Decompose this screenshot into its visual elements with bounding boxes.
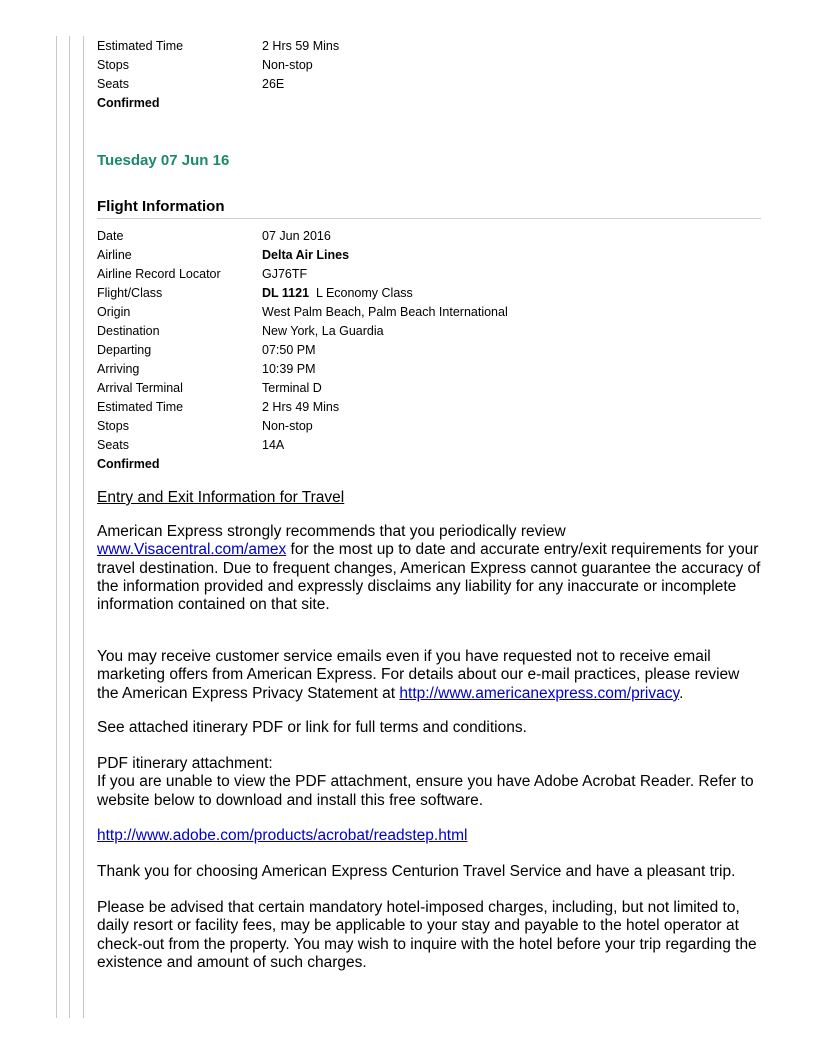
seats-value: 14A: [262, 438, 285, 452]
day-heading: Tuesday 07 Jun 16: [97, 152, 230, 169]
date-label: Date: [97, 229, 124, 243]
seats-row: [97, 436, 763, 455]
flight-class-row: [97, 284, 763, 303]
destination-value: New York, La Guardia: [262, 324, 384, 338]
left-border-line-2: [69, 36, 70, 1018]
prev-est-time-row: [97, 37, 763, 56]
flight-class-label: Flight/Class: [97, 286, 163, 300]
pdf-heading: PDF itinerary attachment:: [97, 755, 273, 772]
flight-number: DL 1121: [262, 286, 310, 300]
arriving-row: [97, 360, 763, 379]
date-value: 07 Jun 2016: [262, 229, 331, 243]
section-title-flight-information: Flight Information: [97, 197, 761, 219]
origin-label: Origin: [97, 305, 131, 319]
travel-info-heading: Entry and Exit Information for Travel: [97, 489, 345, 506]
fare-class: L Economy Class: [315, 286, 413, 300]
prev-seats-row: [97, 75, 763, 94]
status-confirmed: Confirmed: [97, 457, 160, 471]
airline-row: [97, 246, 763, 265]
pdf-paragraph: [97, 755, 763, 810]
record-locator-label: Airline Record Locator: [97, 267, 221, 281]
seats-label: Seats: [97, 438, 129, 452]
privacy-text: You may receive customer service emails even if you have requested not to receive email marketing offers from American Express. For details about our e-mail practices, please review the American Express Privacy Statement at: [97, 648, 740, 702]
hotel-notice-text: Please be advised that certain mandatory hotel-imposed charges, including, but not limited to, daily resort or facility fees, may be applicable to your stay and payable to the hotel operator at check-out from the property. You may wish to inquire with the hotel before your trip regarding the existence and amount of such charges.: [97, 899, 757, 971]
travel-info-text-before: American Express strongly recommends that you periodically review: [97, 523, 566, 540]
value: 26E: [262, 77, 285, 91]
attached-note: See attached itinerary PDF or link for full terms and conditions.: [97, 719, 527, 736]
stops-value: Non-stop: [262, 419, 313, 433]
destination-row: [97, 322, 763, 341]
flight-class-value: [262, 284, 413, 303]
travel-info-paragraph: [97, 523, 763, 614]
departing-value: 07:50 PM: [262, 343, 316, 357]
pdf-text: If you are unable to view the PDF attachment, ensure you have Adobe Acrobat Reader. Refer to website below to download and install this free software.: [97, 773, 754, 809]
estimated-time-value: 2 Hrs 49 Mins: [262, 400, 340, 414]
prev-stops-row: [97, 56, 763, 75]
departing-label: Departing: [97, 343, 152, 357]
thank-you-text: Thank you for choosing American Express Centurion Travel Service and have a pleasant trip.: [97, 863, 736, 880]
arriving-value: 10:39 PM: [262, 362, 316, 376]
privacy-paragraph: You may receive customer service emails even if you have requested not to receive email marketing offers from American Express. For details about our e-mail practices, please review the American Express Privacy Statement at http://www.americanexpress.com/privacy.: [97, 648, 740, 702]
record-locator-row: [97, 265, 763, 284]
origin-value: West Palm Beach, Palm Beach International: [262, 305, 508, 319]
record-locator-value: GJ76TF: [262, 267, 308, 281]
stops-label: Stops: [97, 419, 129, 433]
date-row: [97, 227, 763, 246]
adobe-paragraph: [97, 827, 763, 845]
airline-label: Airline: [97, 248, 132, 262]
adobe-link[interactable]: http://www.adobe.com/products/acrobat/readstep.html: [97, 827, 468, 844]
privacy-link[interactable]: http://www.americanexpress.com/privacy: [399, 684, 680, 702]
value: Non-stop: [262, 58, 313, 72]
destination-label: Destination: [97, 324, 160, 338]
label: Stops: [97, 58, 129, 72]
estimated-time-row: [97, 398, 763, 417]
departing-row: [97, 341, 763, 360]
arrival-terminal-label: Arrival Terminal: [97, 381, 183, 395]
airline-value: Delta Air Lines: [262, 248, 350, 262]
stops-row: [97, 417, 763, 436]
origin-row: [97, 303, 763, 322]
arriving-label: Arriving: [97, 362, 140, 376]
label: Seats: [97, 77, 129, 91]
visacentral-link[interactable]: www.Visacentral.com/amex: [97, 541, 287, 559]
label: Estimated Time: [97, 39, 184, 53]
arrival-terminal-value: Terminal D: [262, 381, 322, 395]
value: 2 Hrs 59 Mins: [262, 39, 340, 53]
arrival-terminal-row: [97, 379, 763, 398]
prev-status-confirmed: Confirmed: [97, 96, 160, 110]
left-border-line-3: [83, 36, 84, 1018]
estimated-time-label: Estimated Time: [97, 400, 184, 414]
left-border-line-1: [56, 36, 57, 1018]
travel-info-text-after: for the most up to date and accurate entry/exit requirements for your travel destination. Due to frequent changes, American Express cannot guarantee the accuracy of the information provided and expressly disclaims any liability for any inaccurate or incomplete information contained on that site.: [97, 541, 761, 614]
